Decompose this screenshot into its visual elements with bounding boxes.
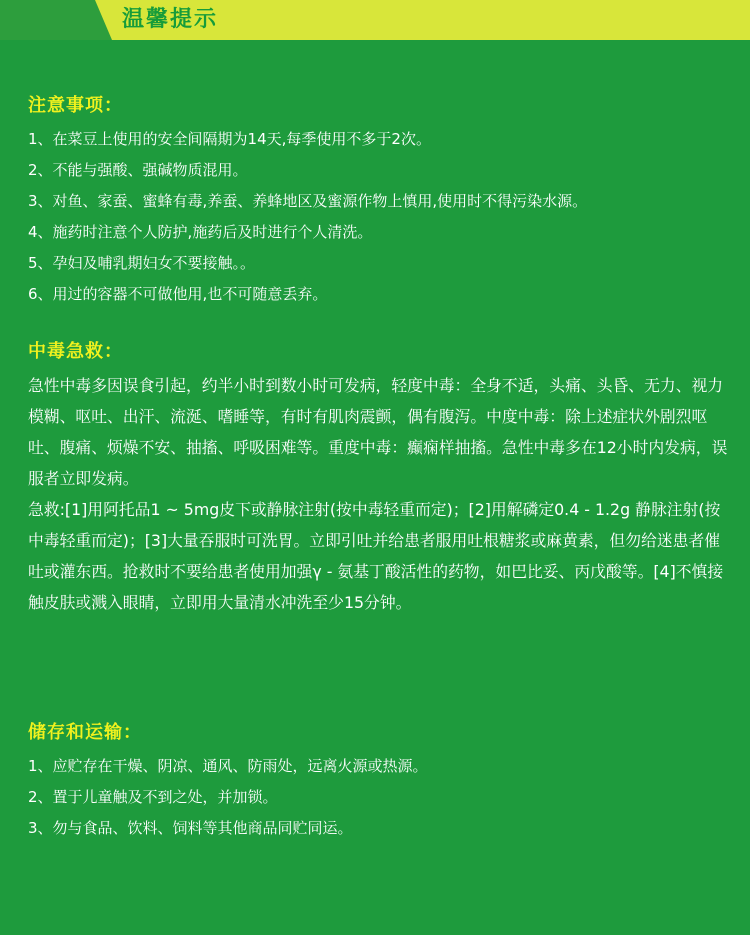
storage-heading: 储存和运输： bbox=[28, 722, 142, 743]
poisoning-section bbox=[28, 338, 728, 618]
list-item: 3、勿与食品、饮料、饲料等其他商品同贮同运。 bbox=[28, 819, 353, 837]
list-item: 6、用过的容器不可做他用,也不可随意丢弃。 bbox=[28, 285, 328, 303]
list-item: 2、不能与强酸、强碱物质混用。 bbox=[28, 161, 248, 179]
list-item: 2、置于儿童触及不到之处，并加锁。 bbox=[28, 788, 278, 806]
list-item: 3、对鱼、家蚕、蜜蜂有毒,养蚕、养蜂地区及蜜源作物上慎用,使用时不得污染水源。 bbox=[28, 192, 588, 210]
precautions-section bbox=[28, 92, 728, 310]
precautions-heading: 注意事项： bbox=[28, 95, 123, 116]
banner-title: 温馨提示 bbox=[122, 7, 219, 32]
list-item: 1、在菜豆上使用的安全间隔期为14天,每季使用不多于2次。 bbox=[28, 130, 431, 148]
header-banner bbox=[0, 0, 750, 40]
poisoning-heading: 中毒急救： bbox=[28, 341, 123, 362]
first-aid-text: 急救:[1]用阿托品1 ~ 5mg皮下或静脉注射(按中毒轻重而定)；[2]用解磷定0.4 - 1.2g 静脉注射(按中毒轻重而定)；[3]大量吞服时可洗胃。立即引吐并给患者服用吐根糖浆或麻黄素，但勿给迷患者催吐或灌东西。抢救时不要给患者使用加强γ - 氨基丁酸活性的药物，如巴比妥、丙戊酸等。[4]不慎接触皮肤或溅入眼睛，立即用大量清水冲洗至少15分钟。 bbox=[28, 500, 724, 612]
precautions-list bbox=[28, 124, 728, 310]
poisoning-symptoms-text: 急性中毒多因误食引起，约半小时到数小时可发病，轻度中毒：全身不适，头痛、头昏、无力、视力模糊、呕吐、出汗、流涎、嗜睡等，有时有肌肉震颤，偶有腹泻。中度中毒：除上述症状外剧烈呕吐、腹痛、烦燥不安、抽搐、呼吸困难等。重度中毒：癫痫样抽搐。急性中毒多在12小时内发病，误服者立即发病。 bbox=[28, 376, 728, 488]
banner-accent-shape bbox=[0, 0, 112, 40]
list-item: 1、应贮存在干燥、阴凉、通风、防雨处，远离火源或热源。 bbox=[28, 757, 428, 775]
storage-list bbox=[28, 751, 728, 844]
list-item: 5、孕妇及哺乳期妇女不要接触。。 bbox=[28, 254, 256, 272]
list-item: 4、施药时注意个人防护,施药后及时进行个人清洗。 bbox=[28, 223, 373, 241]
storage-section bbox=[28, 719, 728, 844]
